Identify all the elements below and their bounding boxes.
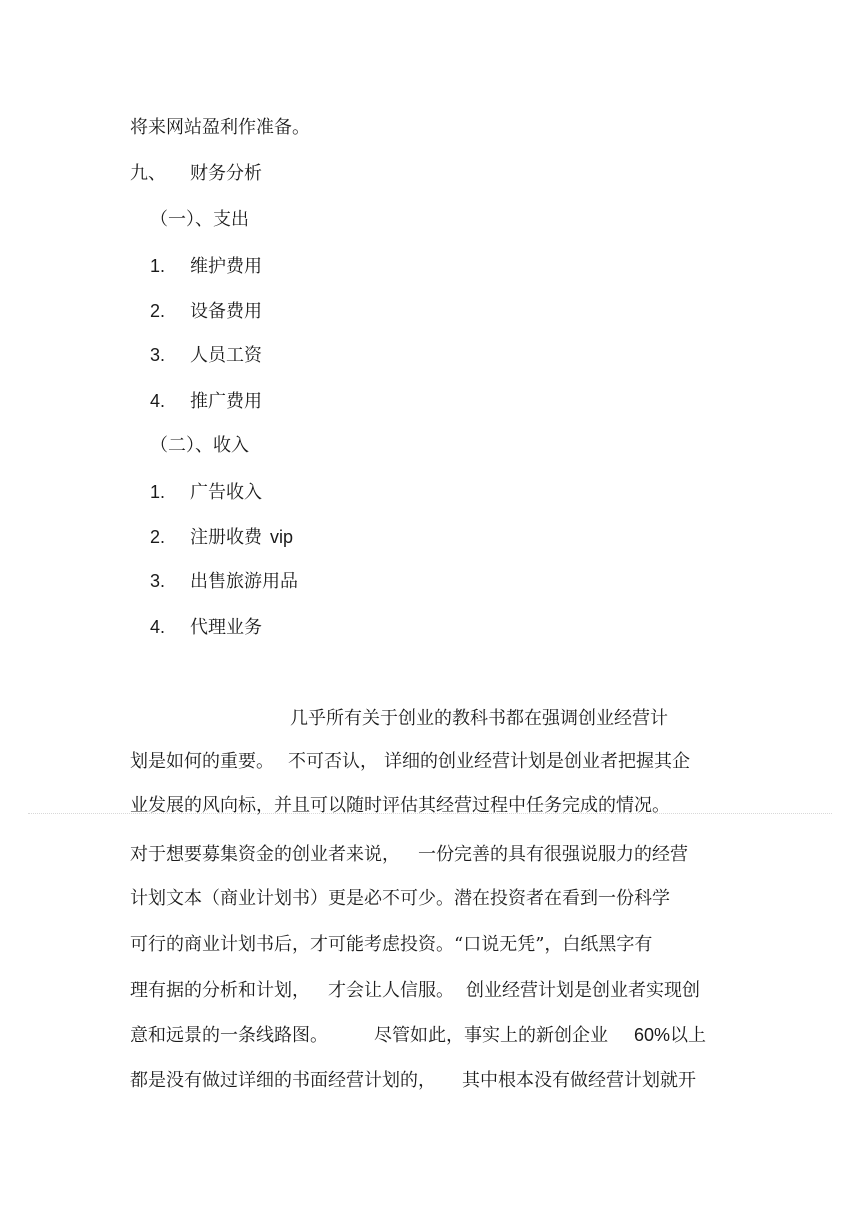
paragraph-segment: 其中根本没有做经营计划就开: [462, 1070, 696, 1091]
continuation-text: 将来网站盈利作准备。: [130, 117, 310, 138]
expense-item: [150, 300, 262, 323]
paragraph-line-7: [130, 980, 700, 1002]
section-title: 财务分析: [190, 163, 262, 184]
paragraph-segment: 意和远景的一条线路图。: [130, 1025, 328, 1046]
paragraph-segment: 划是如何的重要。: [130, 751, 274, 772]
expense-item-number: 2.: [150, 301, 166, 321]
income-item: [150, 481, 262, 504]
paragraph-segment: 对于想要募集资金的创业者来说，: [130, 844, 400, 865]
paragraph-line-3: 业发展的风向标，并且可以随时评估其经营过程中任务完成的情况。: [130, 795, 670, 816]
paragraph-line-4: [130, 844, 688, 866]
income-item-text: 广告收入: [190, 482, 262, 503]
expense-item-text: 维护费用: [190, 256, 262, 277]
expense-item: [150, 344, 262, 367]
expense-item-text: 设备费用: [190, 301, 262, 322]
paragraph-line-8: [130, 1024, 706, 1047]
expense-item-number: 4.: [150, 391, 166, 411]
income-item-number: 2.: [150, 527, 166, 547]
income-item-text: 代理业务: [190, 617, 262, 638]
income-item-suffix: vip: [270, 527, 294, 547]
expense-item: [150, 255, 262, 278]
paragraph-segment: 详细的创业经营计划是创业者把握其企: [384, 751, 690, 772]
paragraph-line-1: 几乎所有关于创业的教科书都在强调创业经营计: [290, 708, 668, 729]
paragraph-line-6: 可行的商业计划书后，才可能考虑投资。“口说无凭”，白纸黑字有: [130, 934, 653, 955]
income-item-text: 注册收费: [190, 527, 262, 548]
paragraph-segment: 不可否认，: [288, 751, 378, 772]
income-item: [150, 570, 298, 593]
paragraph-segment: 才会让人信服。: [328, 980, 454, 1001]
section-number: 九、: [130, 163, 166, 184]
income-item-text: 出售旅游用品: [190, 571, 298, 592]
income-item: [150, 616, 262, 639]
paragraph-line-9: [130, 1070, 696, 1092]
paragraph-segment: 理有据的分析和计划，: [130, 980, 310, 1001]
income-item-number: 1.: [150, 482, 166, 502]
expense-item: [150, 390, 262, 413]
paragraph-line-2: [130, 751, 690, 773]
paragraph-percentage: 60%: [634, 1025, 671, 1045]
paragraph-segment: 尽管如此，事实上的新创企业: [374, 1025, 608, 1046]
paragraph-line-5: 计划文本（商业计划书）更是必不可少。潜在投资者在看到一份科学: [130, 888, 670, 909]
expense-item-number: 3.: [150, 345, 166, 365]
income-heading: （二）、收入: [150, 435, 249, 456]
paragraph-segment: 都是没有做过详细的书面经营计划的，: [130, 1070, 436, 1091]
section-heading: [130, 163, 262, 185]
paragraph-segment: 一份完善的具有很强说服力的经营: [418, 844, 688, 865]
expense-item-text: 推广费用: [190, 391, 262, 412]
expense-item-text: 人员工资: [190, 345, 262, 366]
income-item: [150, 526, 293, 549]
expenses-heading: （一）、支出: [150, 209, 249, 230]
paragraph-segment: 创业经营计划是创业者实现创: [466, 980, 700, 1001]
paragraph-segment: 以上: [670, 1025, 707, 1046]
page-divider: [28, 813, 832, 814]
income-item-number: 3.: [150, 571, 166, 591]
expense-item-number: 1.: [150, 256, 166, 276]
income-item-number: 4.: [150, 617, 166, 637]
